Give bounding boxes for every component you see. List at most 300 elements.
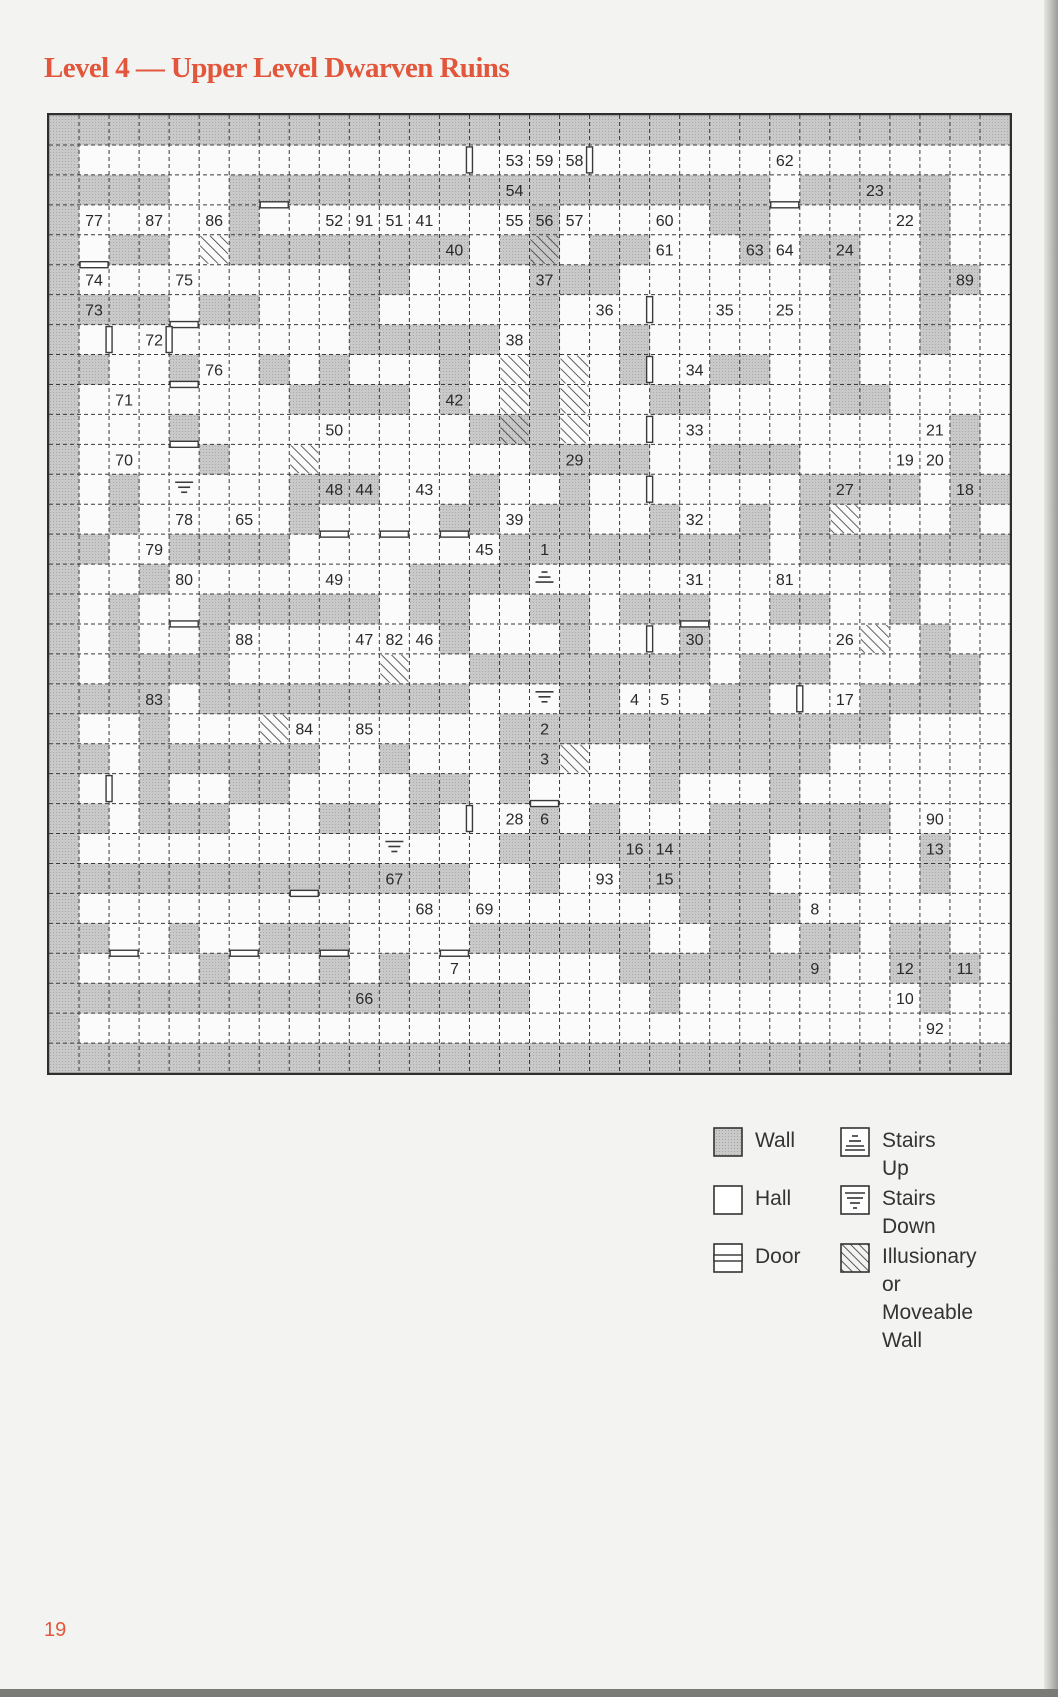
wall-cell	[950, 444, 980, 474]
wall-cell	[530, 923, 560, 953]
door-horizontal	[380, 531, 408, 537]
wall-cell	[49, 714, 79, 744]
room-number: 23	[865, 182, 884, 200]
wall-cell	[379, 744, 409, 774]
wall-cell	[830, 923, 860, 953]
wall-cell	[920, 863, 950, 893]
wall-cell	[890, 594, 920, 624]
wall-cell	[439, 564, 469, 594]
wall-cell	[740, 444, 770, 474]
room-number: 79	[145, 542, 164, 560]
wall-cell	[620, 714, 650, 744]
wall-cell	[740, 863, 770, 893]
wall-cell	[560, 594, 590, 624]
wall-cell	[770, 594, 800, 624]
illusionary-wall	[561, 356, 589, 384]
wall-cell	[740, 714, 770, 744]
wall-cell	[800, 594, 830, 624]
wall-cell	[49, 175, 79, 205]
wall-cell	[199, 594, 229, 624]
wall-cell	[620, 1043, 650, 1073]
wall-cell	[319, 594, 349, 624]
wall-cell	[830, 714, 860, 744]
wall-cell	[950, 654, 980, 684]
wall-cell	[349, 384, 379, 414]
room-number: 37	[535, 272, 554, 290]
door-vertical	[106, 327, 112, 353]
wall-cell	[319, 175, 349, 205]
wall-cell	[349, 1043, 379, 1073]
wall-cell	[79, 1043, 109, 1073]
wall-cell	[710, 115, 740, 145]
wall-cell	[499, 115, 529, 145]
wall-cell	[830, 265, 860, 295]
room-number: 93	[595, 871, 614, 889]
wall-cell	[49, 474, 79, 504]
wall-cell	[229, 863, 259, 893]
room-number: 38	[505, 332, 524, 350]
wall-cell	[710, 205, 740, 235]
wall-cell	[319, 115, 349, 145]
wall-cell	[650, 953, 680, 983]
wall-cell	[409, 804, 439, 834]
door-vertical	[647, 476, 653, 502]
legend-label: Stairs Down	[882, 1187, 936, 1238]
wall-cell	[229, 774, 259, 804]
wall-cell	[259, 115, 289, 145]
room-number: 27	[835, 482, 854, 500]
illusionary-wall	[290, 445, 318, 473]
wall-cell	[259, 863, 289, 893]
illusionary-wall	[561, 745, 589, 773]
wall-cell	[740, 804, 770, 834]
wall-cell	[49, 205, 79, 235]
wall-cell	[49, 594, 79, 624]
wall-cell	[409, 175, 439, 205]
wall-cell	[379, 983, 409, 1013]
wall-cell	[409, 863, 439, 893]
illusionary-wall	[380, 655, 408, 683]
wall-cell	[289, 863, 319, 893]
wall-cell	[349, 863, 379, 893]
wall-cell	[49, 923, 79, 953]
wall-cell	[259, 983, 289, 1013]
wall-cell	[830, 384, 860, 414]
wall-cell	[560, 175, 590, 205]
wall-cell	[109, 235, 139, 265]
wall-cell	[79, 684, 109, 714]
wall-cell	[169, 983, 199, 1013]
door-vertical	[797, 686, 803, 712]
room-number: 53	[505, 152, 524, 170]
wall-cell	[530, 1043, 560, 1073]
room-number: 84	[295, 721, 314, 739]
wall-cell	[199, 1043, 229, 1073]
wall-cell	[710, 953, 740, 983]
wall-cell	[770, 893, 800, 923]
wall-cell	[830, 1043, 860, 1073]
wall-cell	[109, 863, 139, 893]
door-vertical	[466, 147, 472, 173]
room-number: 50	[325, 422, 344, 440]
wall-cell	[169, 654, 199, 684]
wall-cell	[439, 863, 469, 893]
wall-cell	[650, 175, 680, 205]
room-number: 66	[355, 991, 374, 1009]
wall-cell	[590, 684, 620, 714]
room-number: 17	[835, 691, 854, 709]
wall-cell	[620, 923, 650, 953]
wall-cell	[830, 295, 860, 325]
room-number: 69	[475, 901, 494, 919]
room-number: 31	[685, 572, 704, 590]
wall-cell	[920, 295, 950, 325]
door-vertical	[647, 416, 653, 442]
wall-cell	[590, 923, 620, 953]
wall-cell	[620, 654, 650, 684]
room-number: 33	[685, 422, 704, 440]
door-horizontal	[440, 950, 468, 956]
wall-cell	[800, 923, 830, 953]
wall-cell	[109, 1043, 139, 1073]
wall-cell	[439, 594, 469, 624]
wall-cell	[740, 355, 770, 385]
wall-cell	[560, 834, 590, 864]
wall-cell	[590, 235, 620, 265]
wall-cell	[920, 534, 950, 564]
room-number: 74	[85, 272, 103, 290]
wall-cell	[800, 235, 830, 265]
wall-cell	[289, 235, 319, 265]
wall-cell	[289, 474, 319, 504]
wall-cell	[109, 474, 139, 504]
wall-cell	[289, 983, 319, 1013]
wall-cell	[139, 235, 169, 265]
wall-cell	[469, 115, 499, 145]
wall-cell	[409, 1043, 439, 1073]
wall-cell	[319, 355, 349, 385]
wall-cell	[710, 1043, 740, 1073]
wall-cell	[560, 714, 590, 744]
room-number: 61	[655, 242, 674, 260]
wall-cell	[49, 444, 79, 474]
wall-cell	[109, 295, 139, 325]
wall-cell	[770, 744, 800, 774]
wall-cell	[49, 684, 79, 714]
room-number: 77	[85, 212, 103, 230]
wall-cell	[289, 1043, 319, 1073]
room-number: 57	[565, 212, 584, 230]
wall-cell	[499, 534, 529, 564]
wall-cell	[439, 504, 469, 534]
wall-cell	[349, 115, 379, 145]
wall-cell	[590, 534, 620, 564]
room-number: 86	[205, 212, 224, 230]
legend-label: Wall	[755, 1129, 796, 1152]
wall-cell	[950, 115, 980, 145]
wall-cell	[950, 414, 980, 444]
room-number: 90	[926, 811, 944, 829]
wall-cell	[680, 175, 710, 205]
legend-item-hall	[713, 1185, 791, 1215]
wall-cell	[499, 774, 529, 804]
wall-cell	[469, 504, 499, 534]
wall-cell	[560, 265, 590, 295]
room-number: 65	[235, 512, 254, 530]
wall-cell	[710, 714, 740, 744]
wall-cell	[680, 1043, 710, 1073]
wall-cell	[259, 1043, 289, 1073]
wall-cell	[860, 115, 890, 145]
wall-cell	[590, 1043, 620, 1073]
room-number: 16	[625, 841, 644, 859]
wall-cell	[49, 384, 79, 414]
wall-cell	[560, 923, 590, 953]
wall-cell	[890, 923, 920, 953]
wall-cell	[319, 684, 349, 714]
wall-cell	[680, 744, 710, 774]
wall-cell	[229, 594, 259, 624]
room-number: 20	[926, 452, 944, 470]
wall-cell	[620, 115, 650, 145]
room-number: 24	[835, 242, 854, 260]
wall-cell	[139, 863, 169, 893]
wall-cell	[860, 714, 890, 744]
wall-cell	[379, 235, 409, 265]
wall-cell	[710, 834, 740, 864]
wall-cell	[740, 744, 770, 774]
room-number: 92	[926, 1021, 944, 1039]
wall-cell	[49, 564, 79, 594]
wall-cell	[79, 863, 109, 893]
wall-cell	[830, 863, 860, 893]
wall-cell	[349, 175, 379, 205]
wall-cell	[139, 804, 169, 834]
wall-cell	[530, 444, 560, 474]
wall-cell	[289, 504, 319, 534]
wall-cell	[499, 834, 529, 864]
legend-label: Stairs Up	[882, 1129, 936, 1180]
wall-cell	[920, 983, 950, 1013]
wall-cell	[620, 175, 650, 205]
wall-cell	[680, 115, 710, 145]
wall-cell	[139, 654, 169, 684]
wall-cell	[109, 983, 139, 1013]
wall-cell	[800, 744, 830, 774]
wall-cell	[499, 744, 529, 774]
wall-cell	[770, 714, 800, 744]
wall-cell	[139, 744, 169, 774]
wall-cell	[469, 1043, 499, 1073]
wall-cell	[530, 594, 560, 624]
wall-cell	[379, 115, 409, 145]
room-number: 41	[415, 212, 434, 230]
wall-cell	[890, 684, 920, 714]
room-number: 22	[895, 212, 914, 230]
wall-cell	[259, 355, 289, 385]
illusionary-wall	[531, 236, 559, 264]
door-horizontal	[170, 621, 198, 627]
room-number: 15	[655, 871, 674, 889]
room-number: 28	[505, 811, 524, 829]
stairs-up-icon	[840, 1127, 870, 1157]
illusionary-wall	[831, 505, 859, 533]
wall-cell	[289, 684, 319, 714]
room-number: 32	[685, 512, 704, 530]
wall-cell	[379, 384, 409, 414]
wall-cell	[229, 295, 259, 325]
wall-cell	[830, 534, 860, 564]
wall-cell	[199, 115, 229, 145]
room-number: 85	[355, 721, 374, 739]
wall-cell	[710, 744, 740, 774]
wall-cell	[319, 804, 349, 834]
illusionary-wall	[260, 715, 288, 743]
hall-icon	[713, 1185, 743, 1215]
wall-cell	[79, 923, 109, 953]
wall-cell	[79, 534, 109, 564]
room-number: 62	[775, 152, 794, 170]
wall-cell	[139, 714, 169, 744]
wall-cell	[49, 145, 79, 175]
wall-cell	[560, 534, 590, 564]
wall-cell	[740, 684, 770, 714]
legend-item-stairs-up	[840, 1127, 936, 1183]
room-number: 42	[445, 392, 464, 410]
wall-cell	[800, 115, 830, 145]
room-number: 83	[145, 691, 164, 709]
wall-cell	[800, 654, 830, 684]
wall-cell	[409, 325, 439, 355]
wall-cell	[920, 624, 950, 654]
wall-cell	[439, 624, 469, 654]
wall-cell	[199, 624, 229, 654]
wall-cell	[650, 983, 680, 1013]
room-number: 47	[355, 631, 374, 649]
wall-cell	[830, 355, 860, 385]
door-horizontal	[170, 441, 198, 447]
wall-cell	[830, 325, 860, 355]
wall-cell	[710, 444, 740, 474]
wall-icon	[713, 1127, 743, 1157]
wall-cell	[770, 1043, 800, 1073]
wall-cell	[650, 115, 680, 145]
wall-cell	[199, 953, 229, 983]
wall-cell	[49, 235, 79, 265]
room-number: 78	[175, 512, 194, 530]
wall-cell	[169, 1043, 199, 1073]
wall-cell	[530, 414, 560, 444]
door-horizontal	[681, 621, 709, 627]
wall-cell	[379, 953, 409, 983]
wall-cell	[560, 684, 590, 714]
wall-cell	[740, 953, 770, 983]
illusionary-wall	[561, 385, 589, 413]
wall-cell	[379, 265, 409, 295]
legend-item-illusionary	[840, 1243, 977, 1355]
wall-cell	[560, 624, 590, 654]
wall-cell	[800, 804, 830, 834]
door-vertical	[466, 806, 472, 832]
room-number: 70	[115, 452, 133, 470]
wall-cell	[49, 834, 79, 864]
wall-cell	[650, 594, 680, 624]
room-number: 52	[325, 212, 344, 230]
wall-cell	[169, 534, 199, 564]
door-horizontal	[440, 531, 468, 537]
room-number: 21	[926, 422, 944, 440]
wall-cell	[860, 534, 890, 564]
wall-cell	[530, 863, 560, 893]
room-number: 39	[505, 512, 524, 530]
wall-cell	[890, 115, 920, 145]
wall-cell	[49, 504, 79, 534]
wall-cell	[469, 564, 499, 594]
wall-cell	[680, 594, 710, 624]
room-number: 1	[540, 542, 549, 560]
wall-cell	[409, 983, 439, 1013]
wall-cell	[289, 175, 319, 205]
wall-cell	[199, 654, 229, 684]
wall-cell	[710, 804, 740, 834]
stairs-down-icon	[840, 1185, 870, 1215]
room-number: 12	[895, 961, 914, 979]
wall-cell	[740, 654, 770, 684]
wall-cell	[409, 684, 439, 714]
wall-cell	[950, 534, 980, 564]
wall-cell	[169, 355, 199, 385]
wall-cell	[319, 235, 349, 265]
wall-cell	[139, 564, 169, 594]
room-number: 14	[655, 841, 674, 859]
wall-cell	[289, 384, 319, 414]
room-number: 26	[835, 631, 854, 649]
wall-cell	[79, 175, 109, 205]
wall-cell	[710, 175, 740, 205]
door-vertical	[587, 147, 593, 173]
wall-cell	[319, 923, 349, 953]
wall-cell	[530, 384, 560, 414]
wall-cell	[800, 1043, 830, 1073]
wall-cell	[800, 504, 830, 534]
wall-cell	[920, 325, 950, 355]
wall-cell	[620, 953, 650, 983]
wall-cell	[49, 863, 79, 893]
wall-cell	[590, 175, 620, 205]
wall-cell	[349, 265, 379, 295]
wall-cell	[139, 115, 169, 145]
wall-cell	[860, 804, 890, 834]
wall-cell	[499, 564, 529, 594]
wall-cell	[139, 774, 169, 804]
illusionary-wall	[200, 236, 228, 264]
wall-cell	[49, 325, 79, 355]
room-number: 4	[630, 691, 640, 709]
room-number: 40	[445, 242, 464, 260]
wall-cell	[439, 115, 469, 145]
room-number: 30	[685, 631, 704, 649]
wall-cell	[109, 654, 139, 684]
wall-cell	[349, 684, 379, 714]
wall-cell	[169, 115, 199, 145]
wall-cell	[409, 115, 439, 145]
door-horizontal	[230, 950, 258, 956]
door-vertical	[106, 776, 112, 802]
wall-cell	[169, 923, 199, 953]
wall-cell	[229, 235, 259, 265]
wall-cell	[259, 684, 289, 714]
wall-cell	[499, 923, 529, 953]
